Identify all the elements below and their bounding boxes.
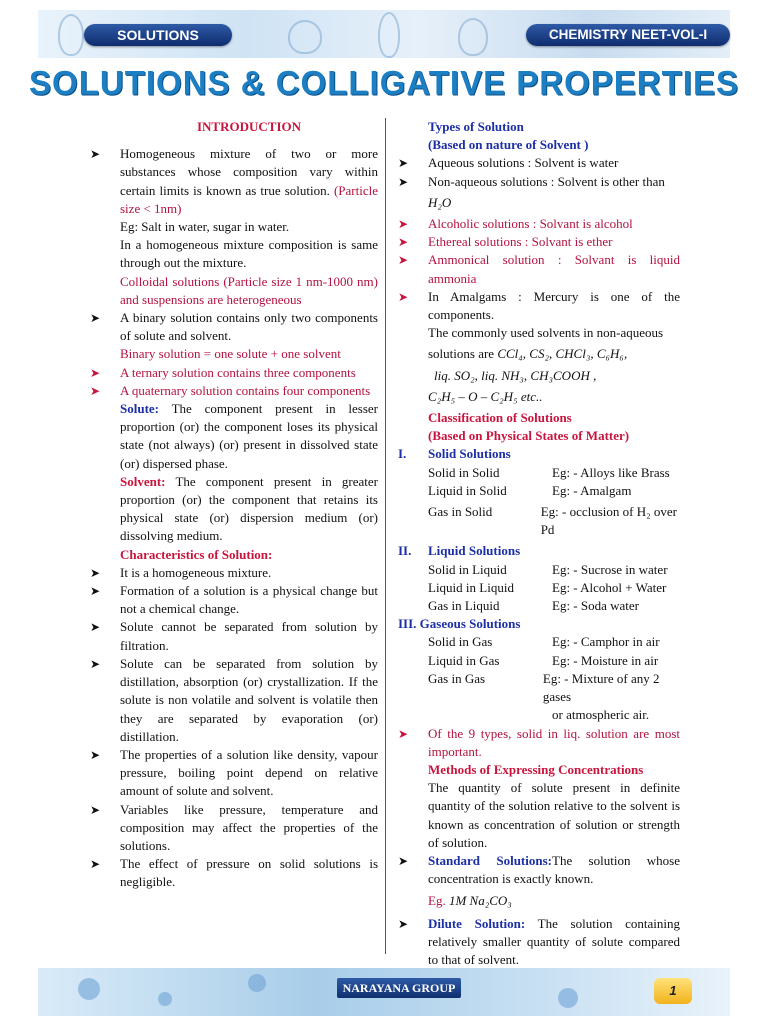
list-item: ➤ Standard Solutions:The solution whose concentration is exactly known. — [398, 852, 680, 887]
subject-label: CHEMISTRY NEET-VOL-I — [526, 24, 730, 46]
arrow-bullet-icon: ➤ — [90, 747, 101, 762]
list-item: ➤ A ternary solution contains three components — [90, 364, 378, 382]
arrow-bullet-icon: ➤ — [90, 802, 101, 817]
list-item: ➤ Variables like pressure, temperature and composition may affect the properties of the solutions. — [90, 801, 378, 853]
intro-heading: INTRODUCTION — [196, 119, 301, 134]
flask-illustration — [458, 18, 488, 56]
section-heading: II. Liquid Solutions — [398, 543, 521, 559]
list-item: ➤ Of the 9 types, solid in liq. solution are most important. — [398, 725, 680, 759]
arrow-bullet-icon: ➤ — [90, 584, 101, 599]
brand-label: NARAYANA GROUP — [337, 978, 461, 998]
body-text: The quantity of solute present in definite quantity of the solution relative to the solvent is known as concentration of solution or strength of solution. — [428, 780, 680, 850]
solvent-formulas: solutions are CCl₄, CS₂, CHCl₃, C₆H₆, — [428, 346, 628, 362]
table-row: or atmospheric air. — [552, 707, 650, 723]
list-item: ➤ A binary solution contains only two components of solute and solvent. — [90, 310, 378, 344]
arrow-bullet-icon: ➤ — [90, 857, 101, 872]
arrow-bullet-icon: ➤ — [398, 235, 409, 250]
list-item: ➤ Formation of a solution is a physical change but not a chemical change. — [90, 583, 378, 617]
molecule-illustration — [248, 974, 266, 992]
section-heading: I. Solid Solutions — [398, 446, 511, 462]
arrow-bullet-icon: ➤ — [398, 853, 409, 868]
solvent-formulas-3: C₂H₅ – O – C₂H₅ etc.. — [428, 388, 543, 404]
flask-illustration — [378, 12, 400, 58]
solute-definition: Solute: The component present in lesser proportion (or) the component loses its physical state (not always) (or) present in dissolved state (or) dispersed phase. — [120, 401, 379, 471]
molecule-illustration — [78, 978, 100, 1000]
arrow-bullet-icon: ➤ — [90, 620, 101, 635]
list-item: ➤ Aqueous solutions : Solvent is water — [398, 154, 680, 172]
table-row: Liquid in Solid Eg: - Amalgam — [428, 482, 632, 498]
arrow-bullet-icon: ➤ — [398, 726, 409, 741]
classification-heading: Classification of Solutions — [428, 410, 572, 426]
table-row: Gas in Gas Eg: - Mixture of any 2 gases — [428, 670, 660, 705]
formula-h2o: H₂O — [428, 194, 452, 210]
right-column — [398, 118, 680, 987]
table-row: Gas in Solid Eg: - occlusion of H₂ over Pd — [428, 504, 677, 538]
arrow-bullet-icon: ➤ — [398, 253, 409, 268]
section-heading: III. Gaseous Solutions — [398, 616, 521, 632]
classification-subheading: (Based on Physical States of Matter) — [428, 428, 630, 444]
solvent-formulas-2: liq. SO₂, liq. NH₃, CH₃COOH , — [434, 367, 597, 383]
characteristics-heading: Characteristics of Solution: — [120, 546, 273, 562]
page-title: SOLUTIONS & COLLIGATIVE PROPERTIES — [29, 63, 739, 102]
types-heading: Types of Solution — [428, 119, 524, 134]
page-number: 1 — [654, 978, 692, 1004]
body-text: The commonly used solvents in non-aqueous — [428, 325, 664, 341]
arrow-bullet-icon: ➤ — [398, 156, 409, 171]
list-item: ➤ Alcoholic solutions : Solvant is alcohol — [398, 215, 680, 233]
molecule-illustration — [558, 988, 578, 1008]
methods-heading: Methods of Expressing Concentrations — [428, 761, 644, 777]
table-row: Solid in Gas Eg: - Camphor in air — [428, 634, 660, 650]
left-column — [90, 118, 378, 892]
list-item: ➤ Non-aqueous solutions : Solvent is other than — [398, 173, 680, 191]
list-item: ➤ Dilute Solution: The solution containing relatively smaller quantity of solute compared to that of solvent. — [398, 915, 681, 967]
table-row: Liquid in Liquid Eg: - Alcohol + Water — [428, 579, 667, 595]
list-item: ➤ Ethereal solutions : Solvant is ether — [398, 233, 680, 251]
list-item: ➤ The properties of a solution like density, vapour pressure, boiling point depend on relative amount of solute and solvent. — [90, 746, 378, 799]
arrow-bullet-icon: ➤ — [398, 289, 409, 304]
binary-note: Binary solution = one solute + one solvent — [120, 346, 341, 362]
chapter-label: SOLUTIONS — [84, 24, 232, 46]
table-row: Gas in Liquid Eg: - Soda water — [428, 598, 640, 614]
flask-illustration — [288, 20, 322, 54]
colloid-note: Colloidal solutions (Particle size 1 nm-1000 nm) and suspensions are heterogeneous — [120, 273, 378, 307]
arrow-bullet-icon: ➤ — [398, 174, 409, 189]
arrow-bullet-icon: ➤ — [90, 565, 101, 580]
list-item: ➤ It is a homogeneous mixture. — [90, 564, 378, 582]
list-item: ➤ Solute can be separated from solution by distillation, absorption (or) crystallization. If the solute is non volatile and solvent is volatile then they are separated by evaporation (or) distillation. — [90, 655, 378, 744]
table-row: Liquid in Gas Eg: - Moisture in air — [428, 652, 659, 668]
column-divider — [385, 118, 386, 954]
arrow-bullet-icon: ➤ — [90, 311, 101, 326]
flask-illustration — [58, 14, 84, 56]
arrow-bullet-icon: ➤ — [398, 916, 409, 931]
list-item: ➤ Solute cannot be separated from solution by filtration. — [90, 619, 378, 653]
body-text: In a homogeneous mixture composition is same through out the mixture. — [120, 237, 378, 271]
solvent-definition: Solvent: The component present in greater proportion (or) the component that retains its physical state (or) dispersion medium (or) dissolving medium. — [120, 473, 378, 544]
table-row: Solid in Liquid Eg: - Sucrose in water — [428, 561, 668, 577]
molecule-illustration — [158, 992, 172, 1006]
list-item: ➤ Ammonical solution : Solvant is liquid ammonia — [398, 252, 680, 286]
arrow-bullet-icon: ➤ — [90, 147, 101, 162]
list-item: ➤ A quaternary solution contains four components — [90, 382, 378, 400]
example-text: Eg: Salt in water, sugar in water. — [120, 219, 290, 235]
arrow-bullet-icon: ➤ — [90, 383, 101, 398]
arrow-bullet-icon: ➤ — [90, 365, 101, 380]
example-text: Eg. 1M Na₂CO₃ — [428, 893, 512, 909]
types-subheading: (Based on nature of Solvent ) — [428, 137, 589, 153]
list-item: ➤ The effect of pressure on solid solutions is negligible. — [90, 856, 378, 890]
arrow-bullet-icon: ➤ — [398, 217, 409, 232]
list-item: ➤ Homogeneous mixture of two or more substances whose composition vary within certain limits is known as true solution. (Particle size < 1nm) — [90, 146, 378, 216]
table-row: Solid in Solid Eg: - Alloys like Brass — [428, 464, 670, 480]
arrow-bullet-icon: ➤ — [90, 656, 101, 671]
list-item: ➤ In Amalgams : Mercury is one of the components. — [398, 288, 680, 323]
